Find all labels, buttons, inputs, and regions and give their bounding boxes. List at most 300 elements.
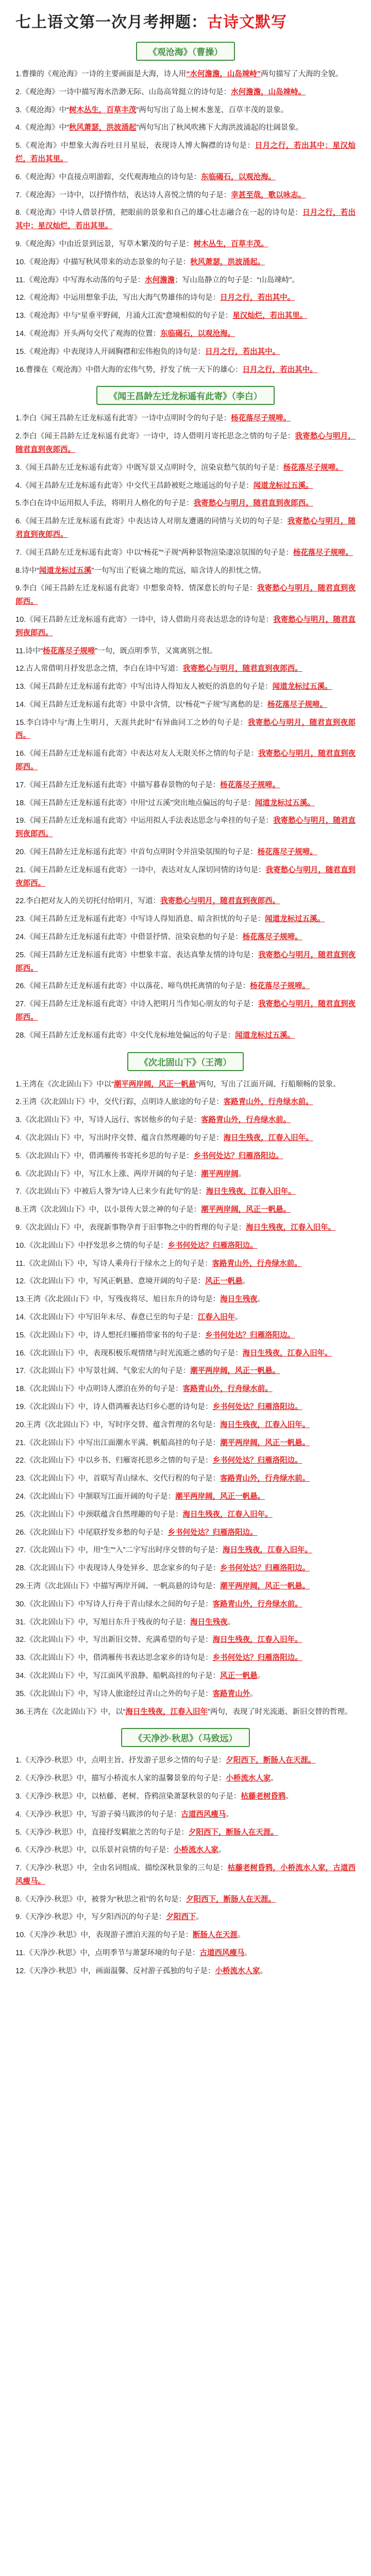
section-header	[15, 1052, 356, 1071]
question-text: 18.《次北固山下》中点明诗人漂泊在外的句子是：	[15, 1385, 183, 1394]
question-item	[15, 779, 356, 792]
question-text: 18.《闻王昌龄左迁龙标遥有此寄》中用“过五溪”突出地点偏远的句子是：	[15, 799, 255, 807]
question-text: 23.《闻王昌龄左迁龙标遥有此寄》中写诗人得知消息、暗含担忧的句子是：	[15, 915, 265, 924]
question-item	[15, 1544, 356, 1557]
question-item	[15, 1527, 356, 1540]
answer-text: 乡书何处达？归雁洛阳边。	[205, 1331, 295, 1340]
question-tail: ”一句，既点明季节，又寓离别之恨。	[95, 647, 217, 655]
question-item	[15, 846, 356, 859]
question-text: 2.《观沧海》一诗中描写海水浩渺无际、山岛高耸挺立的诗句是：	[15, 88, 231, 96]
question-text: 3.《闻王昌龄左迁龙标遥有此寄》中既写景又点明时令，渲染哀愁气氛的句子是：	[15, 463, 283, 472]
answer-text: 闻道龙标过五溪。	[265, 915, 325, 924]
question-text: 27.《次北固山下》中，用“生”“入”二字写出时序交替的句子是：	[15, 1546, 223, 1555]
answer-text: 潮平两岸阔，风正一帆悬	[113, 1080, 196, 1089]
question-item	[15, 1114, 356, 1127]
question-text: 12.古人常借明月抒发思念之情，李白在诗中写道：	[15, 665, 183, 673]
question-text: 6.《闻王昌龄左迁龙标遥有此寄》中表达诗人对朋友遭遇的同情与关切的句子是：	[15, 517, 288, 526]
question-item	[15, 1096, 356, 1109]
question-tail: 。	[257, 1295, 265, 1304]
question-item	[15, 430, 356, 457]
page-title-accent: 古诗文默写	[207, 14, 287, 31]
answer-text: 潮平两岸阔	[201, 1170, 239, 1178]
question-item	[15, 346, 356, 359]
answer-text: 乡书何处达？归雁洛阳边。	[212, 1402, 302, 1411]
question-item	[15, 1365, 356, 1378]
answer-text: 我寄愁心与明月，随君直到夜郎西。	[15, 432, 356, 454]
answer-text: 古道西风瘦马	[199, 1949, 245, 1958]
answer-text: 海日生残夜，江春入旧年	[125, 1707, 208, 1716]
question-text: 30.《次北固山下》中写诗人行舟于青山绿水之间的句子是：	[15, 1600, 213, 1608]
question-item	[15, 189, 356, 202]
question-text: 24.《闻王昌龄左迁龙标遥有此寄》中借景抒情、渲染哀愁的句子是：	[15, 933, 243, 942]
question-item	[15, 1706, 356, 1719]
question-text: 2.王湾《次北固山下》中，交代行踪，点明诗人旅途的句子是：	[15, 1098, 224, 1107]
question-item	[15, 565, 356, 578]
question-item	[15, 699, 356, 712]
answer-text: 我寄愁心与明月，随君直到夜郎西。	[15, 866, 356, 888]
question-text: 16.曹操在《观沧海》中借大海的宏伟气势，抒发了统一天下的雄心：	[15, 365, 243, 374]
question-text: 25.《次北固山下》中颈联蕴含自然理趣的句子是：	[15, 1510, 183, 1519]
question-item	[15, 1598, 356, 1612]
question-item	[15, 1580, 356, 1594]
question-item	[15, 582, 356, 609]
question-text: 22.李白把对友人的关切托付给明月，写道：	[15, 897, 161, 906]
question-tail: 。	[242, 1277, 250, 1286]
question-item	[15, 815, 356, 841]
question-text: 7.《闻王昌龄左迁龙标遥有此寄》中以“杨花”“子规”两种景物渲染凄凉氛围的句子是：	[15, 548, 293, 557]
answer-text: 海日生残夜，江春入旧年。	[242, 1349, 332, 1358]
question-text: 13.《闻王昌龄左迁龙标遥有此寄》中写出诗人得知友人被贬的消息的句子是：	[15, 683, 273, 691]
section-header	[15, 1728, 356, 1747]
question-text: 19.《次北固山下》中，诗人借鸿雁表达归乡心愿的诗句是：	[15, 1402, 213, 1411]
question-tail: ；写山岛静立的句子是：“山岛竦峙”。	[175, 276, 299, 284]
answer-text: 海日生残夜	[190, 1618, 228, 1626]
answer-text: 杨花落尽子规啼	[42, 647, 95, 655]
question-text: 25.《闻王昌龄左迁龙标遥有此寄》中想象丰富、表达真挚友情的诗句是：	[15, 951, 258, 959]
question-item	[15, 1616, 356, 1630]
question-item	[15, 1911, 356, 1924]
question-text: 28.《闻王昌龄左迁龙标遥有此寄》中交代龙标地处偏远的句子是：	[15, 1031, 235, 1040]
question-tail: 。	[196, 1913, 204, 1922]
answer-text: 海日生残夜，江春入旧年。	[212, 1636, 302, 1645]
question-text: 2.李白《闻王昌龄左迁龙标遥有此寄》一诗中，诗人借明月寄托思念之情的句子是：	[15, 432, 295, 441]
answer-text: 客路青山外，行舟绿水前。	[182, 1385, 273, 1394]
answer-text: 我寄愁心与明月，随君直到夜郎西。	[15, 615, 356, 637]
question-text: 7.《观沧海》一诗中，以抒情作结，表达诗人喜悦之情的句子是：	[15, 191, 231, 199]
question-text: 6.《次北固山下》中，写江水上涨、两岸开阔的句子是：	[15, 1170, 201, 1178]
question-text: 28.《次北固山下》中表现诗人身处异乡、思念家乡的句子是：	[15, 1564, 221, 1573]
section-title: 《观沧海》（曹操）	[136, 42, 235, 61]
question-text: 14.《次北固山下》中写旧年未尽、春意已至的句子是：	[15, 1313, 198, 1321]
question-tail: 。	[244, 1949, 252, 1958]
question-text: 9.《次北固山下》中，表现新事物孕育于旧事物之中的哲理的句子是：	[15, 1224, 246, 1232]
answer-text: 海日生残夜，江春入旧年。	[246, 1224, 336, 1232]
answer-text: 我寄愁心与明月，随君直到夜郎西。	[160, 897, 280, 906]
question-tail: 。	[235, 1313, 243, 1321]
question-item	[15, 931, 356, 944]
question-item	[15, 1168, 356, 1181]
answer-text: 乡书何处达？归雁洛阳边。	[193, 1151, 283, 1160]
question-text: 8.《观沧海》中诗人借景抒情，把眼前的景象和自己的雄心壮志融合在一起的诗句是：	[15, 209, 303, 217]
answer-text: 我寄愁心与明月，随君直到夜郎西。	[15, 718, 356, 740]
question-text: 4.《次北固山下》中，写出时序交替、蕴含自然理趣的句子是：	[15, 1134, 224, 1143]
question-item	[15, 1652, 356, 1665]
question-text: 4.《天净沙·秋思》中，写游子骑马跋涉的句子是：	[15, 1810, 181, 1819]
question-item	[15, 1772, 356, 1786]
question-tail: 。	[218, 1846, 226, 1855]
question-text: 22.《次北固山下》中以乡书、归雁寄托思乡之情的句子是：	[15, 1456, 213, 1465]
answer-text: 客路青山外，行舟绿水前。	[201, 1116, 291, 1125]
question-item	[15, 1383, 356, 1396]
question-text: 21.《次北固山下》中写出江面潮水平满、帆船高挂的句子是：	[15, 1438, 221, 1447]
answer-text: 客路青山外，行舟绿水前。	[220, 1475, 310, 1483]
question-item	[15, 1240, 356, 1253]
question-item	[15, 797, 356, 810]
question-text: 3.《天净沙·秋思》中，以枯藤、老树、昏鸦渲染萧瑟秋景的句子是：	[15, 1792, 241, 1801]
question-tail: ”两句，写出了江面开阔、行船顺畅的景象。	[196, 1080, 341, 1089]
answer-text: 杨花落尽子规啼。	[231, 414, 291, 423]
answer-text: 秋风萧瑟，洪波涌起	[69, 124, 137, 132]
answer-text: 潮平两岸阔，风正一帆悬。	[175, 1492, 265, 1501]
answer-text: 水何澹澹	[145, 276, 175, 284]
question-text: 12.《天净沙·秋思》中，画面温馨、反衬游子孤独的句子是：	[15, 1967, 215, 1975]
question-text: 36.王湾在《次北固山下》中，以“	[15, 1707, 126, 1716]
section-title: 《闻王昌龄左迁龙标遥有此寄》（李白）	[96, 386, 275, 405]
question-text: 1.王湾在《次北固山下》中以“	[15, 1080, 114, 1089]
question-text: 5.《次北固山下》中，借鸿雁传书寄托乡思的句子是：	[15, 1151, 194, 1160]
question-item	[15, 1862, 356, 1889]
question-item	[15, 171, 356, 184]
answer-text: 杨花落尽子规啼。	[257, 848, 317, 857]
answer-text: 枯藤老树昏鸦，小桥流水人家，古道西风瘦马。	[15, 1864, 356, 1886]
answer-text: 潮平两岸阔，风正一帆悬。	[190, 1367, 280, 1376]
question-text: 9.《观沧海》中由近景到远景，写草木繁茂的句子是：	[15, 240, 194, 248]
question-text: 1.曹操的《观沧海》一诗的主要画面是大海，诗人用	[15, 70, 187, 78]
question-item	[15, 207, 356, 233]
question-text: 27.《闻王昌龄左迁龙标遥有此寄》中诗人把明月当作知心朋友的句子是：	[15, 1000, 258, 1009]
question-item	[15, 122, 356, 135]
answer-text: 小桥流水人家	[226, 1774, 271, 1783]
question-item	[15, 913, 356, 926]
question-item	[15, 980, 356, 993]
answer-text: 海日生残夜，江春入旧年。	[220, 1420, 310, 1429]
answer-text: 断肠人在天涯	[192, 1931, 238, 1940]
question-item	[15, 547, 356, 560]
question-text: 6.《天净沙·秋思》中，以乐景衬哀情的句子是：	[15, 1846, 174, 1855]
question-item	[15, 86, 356, 99]
question-text: 23.《次北固山下》中，首联写青山绿水、交代行程的句子是：	[15, 1475, 221, 1483]
question-item	[15, 1437, 356, 1450]
question-item	[15, 1509, 356, 1522]
question-item	[15, 1222, 356, 1235]
question-item	[15, 256, 356, 269]
question-text: 15.《观沧海》中表现诗人开阔胸襟和宏伟抱负的诗句是：	[15, 347, 206, 356]
question-text: 31.《次北固山下》中，写旭日东升于残夜的句子是：	[15, 1618, 191, 1626]
question-text: 5.《观沧海》中想象大海吞吐日月星辰，表现诗人博大胸襟的诗句是：	[15, 142, 255, 150]
section-title: 《次北固山下》（王湾）	[127, 1052, 244, 1071]
question-text: 26.《闻王昌龄左迁龙标遥有此寄》中以落花、啼鸟烘托离情的句子是：	[15, 982, 250, 991]
question-item	[15, 864, 356, 891]
question-item	[15, 412, 356, 426]
question-item	[15, 274, 356, 287]
answer-text: 潮平两岸阔，风正一帆悬。	[220, 1438, 310, 1447]
question-item	[15, 998, 356, 1025]
question-item	[15, 717, 356, 743]
question-item	[15, 1754, 356, 1768]
question-item	[15, 681, 356, 694]
answer-text: 夕阳西下，断肠人在天涯。	[186, 1895, 276, 1904]
question-text: 2.《天净沙·秋思》中，描写小桥流水人家的温馨景象的句子是：	[15, 1774, 226, 1783]
question-item	[15, 140, 356, 166]
question-item	[15, 1472, 356, 1486]
question-text: 24.《次北固山下》中颔联写江面开阔的句子是：	[15, 1492, 176, 1501]
question-item	[15, 663, 356, 676]
question-item	[15, 1670, 356, 1683]
question-item	[15, 1132, 356, 1145]
question-text: 15.李白诗中与“海上生明月，天涯共此时”有异曲同工之妙的句子是：	[15, 718, 248, 727]
question-item	[15, 1562, 356, 1575]
answer-text: 我寄愁心与明月，随君直到夜郎西。	[15, 951, 356, 973]
question-text: 10.《观沧海》中描写秋风带来的动态景象的句子是：	[15, 258, 191, 266]
question-text: 9.李白《闻王昌龄左迁龙标遥有此寄》中想象奇特、情深意长的句子是：	[15, 584, 257, 593]
question-tail: 。	[238, 1170, 246, 1178]
question-item	[15, 1634, 356, 1647]
answer-text: 闻道龙标过五溪。	[272, 683, 332, 691]
question-item	[15, 1419, 356, 1432]
answer-text: 杨花落尽子规啼。	[250, 982, 310, 991]
section-header	[15, 386, 356, 405]
answer-text: 日月之行，若出其中。	[205, 347, 280, 356]
question-item	[15, 1808, 356, 1822]
answer-text: 我寄愁心与明月，随君直到夜郎西。	[15, 517, 356, 539]
question-text: 32.《次北固山下》中，写出新旧交替、充满希望的句子是：	[15, 1636, 213, 1645]
question-text: 12.《观沧海》中运用想象手法，写出大海气势雄伟的诗句是：	[15, 294, 221, 302]
answer-text: 客路青山外，行舟绿水前。	[223, 1098, 313, 1107]
page-title	[15, 12, 356, 32]
question-text: 34.《次北固山下》中，写江面风平浪静、船帆高挂的句子是：	[15, 1671, 221, 1680]
question-item	[15, 462, 356, 475]
answer-text: 夕阳西下，断肠人在天涯。	[188, 1828, 278, 1837]
question-text: 26.《次北固山下》中尾联抒发乡愁的句子是：	[15, 1528, 168, 1537]
answer-text: 潮平两岸阔，风正一帆悬。	[220, 1582, 310, 1590]
question-item	[15, 1185, 356, 1199]
question-item	[15, 1204, 356, 1217]
answer-text: 夕阳西下，断肠人在天涯。	[226, 1756, 316, 1765]
question-item	[15, 614, 356, 640]
answer-text: 东临碣石，以观沧海。	[201, 173, 276, 181]
question-text: 4.《观沧海》中“	[15, 124, 69, 132]
question-text: 15.《次北固山下》中，诗人想托归雁捎带家书的句子是：	[15, 1331, 206, 1340]
answer-text: 乡书何处达？归雁洛阳边。	[212, 1456, 302, 1465]
answer-text: 风正一帆悬	[205, 1277, 243, 1286]
answer-text: 杨花落尽子规啼。	[267, 700, 327, 709]
answer-text: 杨花落尽子规啼。	[283, 463, 343, 472]
question-item	[15, 1258, 356, 1271]
answer-text: “水何澹澹，山岛竦峙”	[186, 70, 261, 78]
question-text: 16.《闻王昌龄左迁龙标遥有此寄》中表达对友人无限关怀之情的句子是：	[15, 750, 258, 758]
question-item	[15, 1688, 356, 1701]
question-text: 14.《观沧海》开头两句交代了观海的位置：	[15, 329, 161, 338]
sections-container	[15, 42, 356, 1978]
question-item	[15, 292, 356, 305]
answer-text: 日月之行，若出其中；星汉灿烂，若出其里。	[15, 142, 356, 163]
question-text: 11.《观沧海》中写海水动荡的句子是：	[15, 276, 145, 284]
question-item	[15, 1947, 356, 1960]
question-text: 35.《次北固山下》中，写诗人旅途经过青山之外的句子是：	[15, 1689, 213, 1698]
section-header	[15, 42, 356, 61]
question-item	[15, 1293, 356, 1307]
question-text: 21.《闻王昌龄左迁龙标遥有此寄》一诗中，表达对友人深切同情的诗句是：	[15, 866, 266, 874]
question-text: 5.李白在诗中运用拟人手法，将明月人格化的句子是：	[15, 499, 194, 508]
answer-text: 风正一帆悬	[220, 1671, 258, 1680]
question-text: 7.《次北固山下》中被后人誉为“诗人已来少有此句”的是：	[15, 1188, 206, 1196]
answer-text: 闻道龙标过五溪。	[253, 481, 313, 490]
question-text: 20.王湾《次北固山下》中，写时序交替、蕴含哲理的名句是：	[15, 1420, 221, 1429]
answer-text: 东临碣石，以观沧海。	[160, 329, 235, 338]
question-text: 5.《天净沙·秋思》中，直接抒发羁旅之苦的句子是：	[15, 1828, 189, 1837]
question-text: 8.《天净沙·秋思》中，被誉为“秋思之祖”的名句是：	[15, 1895, 187, 1904]
question-item	[15, 1311, 356, 1325]
question-text: 14.《闻王昌龄左迁龙标遥有此寄》中景中含情，以“杨花”“子规”写离愁的是：	[15, 700, 267, 709]
answer-text: 星汉灿烂，若出其里。	[232, 312, 308, 320]
answer-text: 海日生残夜，江春入旧年。	[206, 1188, 296, 1196]
question-item	[15, 1150, 356, 1163]
question-text: 17.《次北固山下》中写景壮阔、气象宏大的句子是：	[15, 1367, 191, 1376]
question-tail: ”两句，表现了时光流逝、新旧交替的哲理。	[208, 1707, 352, 1716]
question-tail: 。	[226, 1810, 233, 1819]
question-text: 10.《闻王昌龄左迁龙标遥有此寄》一诗中，诗人借助月亮表达思念的诗句是：	[15, 615, 274, 624]
answer-text: 夕阳西下	[166, 1913, 196, 1922]
answer-text: 闻道龙标过五溪。	[255, 799, 315, 807]
answer-text: 水何澹澹，山岛竦峙。	[231, 88, 306, 96]
question-tail: 两句描写了大海的全貌。	[261, 70, 343, 78]
question-item	[15, 1078, 356, 1092]
question-item	[15, 1490, 356, 1504]
question-item	[15, 1893, 356, 1907]
question-text: 10.《次北固山下》中抒发思乡之情的句子是：	[15, 1241, 168, 1250]
answer-text: 海日生残夜，江春入旧年。	[222, 1546, 312, 1555]
question-tail: ”一句写出了贬谪之地的荒远，暗含诗人的担忧之情。	[91, 566, 266, 575]
answer-text: 乡书何处达？归雁洛阳边。	[167, 1528, 258, 1537]
question-text: 6.《观沧海》中直接点明游踪，交代观海地点的诗句是：	[15, 173, 201, 181]
question-text: 13.王湾《次北固山下》中，写残夜将尽、旭日东升的诗句是：	[15, 1295, 221, 1304]
question-text: 16.《次北固山下》中，表现积极乐观情绪与时光流逝之感的句子是：	[15, 1349, 243, 1358]
question-item	[15, 310, 356, 323]
answer-text: 杨花落尽子规啼。	[293, 548, 353, 557]
question-item	[15, 238, 356, 251]
question-tail: ”两句写出了岛上树木葱茏、百草丰茂的景象。	[136, 106, 289, 114]
answer-text: 日月之行，若出其中；星汉灿烂，若出其里。	[15, 209, 356, 231]
question-text: 4.《闻王昌龄左迁龙标遥有此寄》中交代王昌龄被贬之地遥远的句子是：	[15, 481, 254, 490]
question-item	[15, 1790, 356, 1804]
answer-text: 闻道龙标过五溪	[39, 566, 92, 575]
question-text: 1.《天净沙·秋思》中，点明主旨、抒发游子思乡之情的句子是：	[15, 1756, 226, 1765]
section-title: 《天净沙·秋思》（马致远）	[121, 1728, 249, 1747]
question-tail: ”两句写出了秋风吹拂下大海洪波涌起的壮阔景象。	[136, 124, 303, 132]
answer-text: 江春入旧年	[197, 1313, 235, 1321]
question-tail: 。	[257, 1671, 265, 1680]
question-tail: 。	[285, 1792, 293, 1801]
question-item	[15, 895, 356, 908]
answer-text: 客路青山外	[212, 1689, 250, 1698]
answer-text: 树木丛生，百草丰茂。	[193, 240, 268, 248]
answer-text: 客路青山外，行舟绿水前。	[212, 1600, 302, 1608]
question-item	[15, 1965, 356, 1978]
answer-text: 闻道龙标过五溪。	[235, 1031, 295, 1040]
question-item	[15, 1329, 356, 1343]
answer-text: 杨花落尽子规啼。	[220, 781, 280, 789]
answer-text: 古道西风瘦马	[181, 1810, 226, 1819]
answer-text: 枯藤老树昏鸦	[241, 1792, 286, 1801]
question-tail: 。	[260, 1967, 267, 1975]
question-text: 3.《观沧海》中“	[15, 106, 69, 114]
question-text: 9.《天净沙·秋思》中，写夕阳西沉的句子是：	[15, 1913, 166, 1922]
answer-text: 日月之行，若出其中。	[242, 365, 317, 374]
question-text: 17.《闻王昌龄左迁龙标遥有此寄》中描写暮春景物的句子是：	[15, 781, 221, 789]
question-text: 3.《次北固山下》中，写诗人远行、客居他乡的句子是：	[15, 1116, 201, 1125]
question-item	[15, 645, 356, 658]
question-text: 10.《天净沙·秋思》中，表现游子漂泊天涯的句子是：	[15, 1931, 193, 1940]
answer-text: 小桥流水人家	[173, 1846, 218, 1855]
answer-text: 客路青山外，行舟绿水前。	[212, 1259, 302, 1268]
question-tail: 。	[227, 1618, 235, 1626]
answer-text: 乡书何处达？归雁洛阳边。	[212, 1654, 302, 1663]
question-item	[15, 1347, 356, 1361]
question-item	[15, 1275, 356, 1289]
question-text: 8.诗中“	[15, 566, 39, 575]
answer-text: 我寄愁心与明月，随君直到夜郎西。	[182, 665, 302, 673]
answer-text: 乡书何处达？归雁洛阳边。	[220, 1564, 310, 1573]
answer-text: 我寄愁心与明月，随君直到夜郎西。	[15, 750, 356, 772]
question-text: 20.《闻王昌龄左迁龙标遥有此寄》中首句点明时令并渲染氛围的句子是：	[15, 848, 258, 857]
question-item	[15, 68, 356, 81]
answer-text: 我寄愁心与明月，随君直到夜郎西。	[15, 817, 356, 839]
question-text: 11.《次北固山下》中，写诗人乘舟行于绿水之上的句子是：	[15, 1259, 212, 1268]
question-item	[15, 748, 356, 774]
question-text: 8.王湾《次北固山下》中，以小景传大景之神的句子是：	[15, 1206, 201, 1214]
answer-text: 海日生残夜，江春入旧年。	[182, 1510, 273, 1519]
answer-text: 日月之行，若出其中。	[220, 294, 295, 302]
question-item	[15, 1929, 356, 1942]
answer-text: 我寄愁心与明月，随君直到夜郎西。	[15, 1000, 356, 1022]
question-text: 19.《闻王昌龄左迁龙标遥有此寄》中运用拟人手法表达思念与牵挂的句子是：	[15, 817, 274, 825]
question-item	[15, 497, 356, 511]
question-item	[15, 515, 356, 542]
answer-text: 海日生残夜，江春入旧年。	[223, 1134, 313, 1143]
page-title-main: 七上语文第一次月考押题：	[15, 14, 207, 31]
question-text: 33.《次北固山下》中，借鸿雁传书表达思念家乡的诗句是：	[15, 1654, 213, 1663]
answer-text: 乡书何处达？归雁洛阳边。	[167, 1241, 258, 1250]
question-item	[15, 1454, 356, 1468]
question-item	[15, 480, 356, 493]
question-text: 29.王湾《次北固山下》中描写两岸开阔、一帆高悬的诗句是：	[15, 1582, 221, 1590]
question-text: 11.《天净沙·秋思》中，点明季节与萧瑟环境的句子是：	[15, 1949, 200, 1958]
question-text: 1.李白《闻王昌龄左迁龙标遥有此寄》一诗中点明时令的句子是：	[15, 414, 231, 423]
question-text: 12.《次北固山下》中，写风正帆悬、意境开阔的句子是：	[15, 1277, 206, 1286]
question-text: 11.诗中“	[15, 647, 43, 655]
question-item	[15, 1844, 356, 1857]
answer-text: 秋风萧瑟，洪波涌起。	[190, 258, 265, 266]
answer-text: 海日生残夜	[220, 1295, 258, 1304]
question-item	[15, 949, 356, 976]
answer-text: 杨花落尽子规啼。	[242, 933, 302, 942]
question-item	[15, 104, 356, 117]
question-tail: 。	[250, 1689, 258, 1698]
question-item	[15, 1826, 356, 1840]
question-tail: 。	[237, 1931, 245, 1940]
answer-text: 幸甚至哉，歌以咏志。	[231, 191, 306, 199]
question-item	[15, 1029, 356, 1043]
